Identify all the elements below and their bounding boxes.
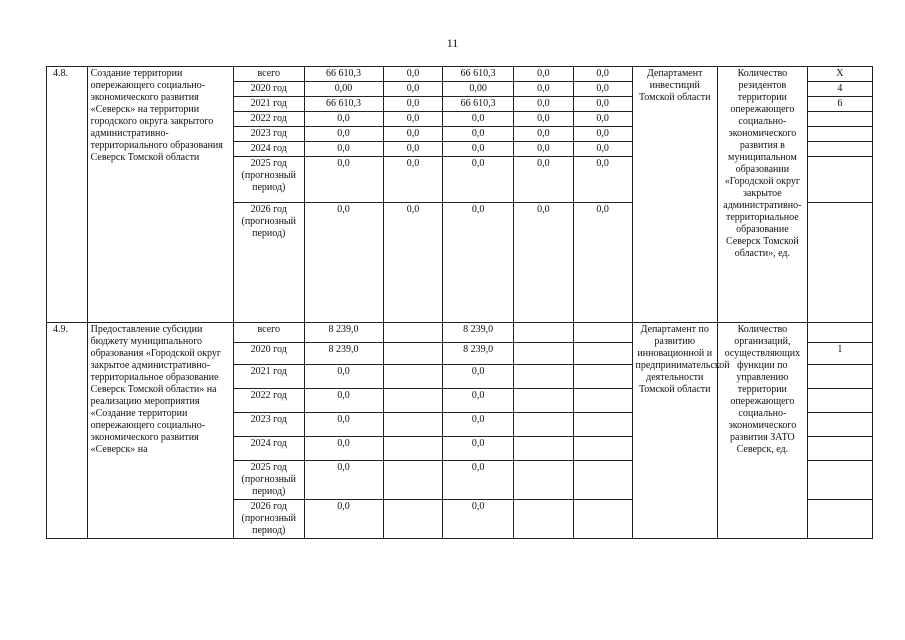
amount-other (573, 323, 632, 343)
indicator-value (807, 389, 872, 413)
amount-federal (383, 413, 443, 437)
amount-local: 0,0 (513, 97, 573, 112)
amount-total: 0,0 (304, 127, 383, 142)
amount-regional: 0,0 (443, 112, 514, 127)
table-row (47, 323, 873, 343)
amount-regional: 0,0 (443, 500, 514, 539)
indicator-value (807, 365, 872, 389)
indicator-value (807, 203, 872, 323)
amount-other (573, 413, 632, 437)
amount-regional: 0,0 (443, 389, 514, 413)
indicator-name: Количество организаций, осуществляющих функции по управлению территории опережающего социально-экономического развития ЗАТО Северск, ед. (717, 323, 807, 539)
amount-regional: 0,0 (443, 127, 514, 142)
year-label: 2023 год (233, 127, 304, 142)
amount-local (513, 500, 573, 539)
indicator-value (807, 157, 872, 203)
item-name: Предоставление субсидии бюджету муниципального образования «Городской округ закрытое административно-территориальное образование Северск Томской области» на реализацию мероприятия «Создание территории опережающего социально-экономического развития «Северск» на (87, 323, 233, 539)
year-label: 2026 год (прогнозный период) (233, 500, 304, 539)
indicator-value (807, 413, 872, 437)
amount-regional: 0,0 (443, 413, 514, 437)
amount-other: 0,0 (573, 97, 632, 112)
amount-local: 0,0 (513, 112, 573, 127)
amount-federal (383, 343, 443, 365)
amount-federal (383, 323, 443, 343)
amount-other: 0,0 (573, 203, 632, 323)
indicator-value (807, 323, 872, 343)
amount-total: 66 610,3 (304, 97, 383, 112)
amount-other: 0,0 (573, 67, 632, 82)
year-label: 2021 год (233, 365, 304, 389)
year-label: 2020 год (233, 82, 304, 97)
indicator-value (807, 500, 872, 539)
amount-regional: 0,0 (443, 157, 514, 203)
amount-local (513, 461, 573, 500)
amount-other: 0,0 (573, 112, 632, 127)
amount-other: 0,0 (573, 127, 632, 142)
indicator-value (807, 461, 872, 500)
amount-regional: 8 239,0 (443, 323, 514, 343)
amount-total: 0,0 (304, 365, 383, 389)
indicator-value (807, 112, 872, 127)
year-label: 2025 год (прогнозный период) (233, 461, 304, 500)
amount-regional: 0,0 (443, 365, 514, 389)
amount-regional: 0,0 (443, 203, 514, 323)
amount-local (513, 323, 573, 343)
year-label: 2023 год (233, 413, 304, 437)
year-label: всего (233, 323, 304, 343)
amount-other (573, 343, 632, 365)
amount-regional: 66 610,3 (443, 97, 514, 112)
amount-regional: 0,0 (443, 142, 514, 157)
amount-federal: 0,0 (383, 142, 443, 157)
year-label: 2022 год (233, 112, 304, 127)
amount-local: 0,0 (513, 67, 573, 82)
amount-local (513, 343, 573, 365)
year-label: 2020 год (233, 343, 304, 365)
program-table (46, 66, 873, 539)
amount-total: 0,0 (304, 157, 383, 203)
amount-regional: 0,0 (443, 461, 514, 500)
year-label: 2024 год (233, 142, 304, 157)
indicator-name: Количество резидентов территории опережающего социально-экономического развития в муниципальном образовании «Городской округ закрытое административно-территориальное образование Северск Томской области», ед. (717, 67, 807, 323)
amount-local: 0,0 (513, 142, 573, 157)
item-number: 4.9. (47, 323, 88, 539)
amount-other (573, 389, 632, 413)
year-label: 2021 год (233, 97, 304, 112)
indicator-value (807, 142, 872, 157)
year-label: 2022 год (233, 389, 304, 413)
indicator-value: 1 (807, 343, 872, 365)
amount-total: 0,0 (304, 112, 383, 127)
amount-local (513, 413, 573, 437)
program-table-wrapper (46, 66, 873, 539)
amount-local (513, 365, 573, 389)
item-name: Создание территории опережающего социально-экономического развития «Северск» на территории городского округа закрытого административно-территориального образования Северск Томской области (87, 67, 233, 323)
amount-total: 66 610,3 (304, 67, 383, 82)
year-label: всего (233, 67, 304, 82)
amount-federal: 0,0 (383, 82, 443, 97)
amount-federal: 0,0 (383, 203, 443, 323)
item-number: 4.8. (47, 67, 88, 323)
amount-federal (383, 437, 443, 461)
responsible-department: Департамент по развитию инновационной и предпринимательской деятельности Томской области (632, 323, 717, 539)
amount-total: 0,0 (304, 500, 383, 539)
amount-federal: 0,0 (383, 157, 443, 203)
amount-total: 0,0 (304, 389, 383, 413)
amount-local (513, 437, 573, 461)
amount-total: 0,0 (304, 203, 383, 323)
amount-other (573, 365, 632, 389)
amount-other (573, 437, 632, 461)
indicator-value: Х (807, 67, 872, 82)
amount-other: 0,0 (573, 142, 632, 157)
indicator-value: 6 (807, 97, 872, 112)
amount-total: 0,0 (304, 142, 383, 157)
amount-other: 0,0 (573, 157, 632, 203)
indicator-value: 4 (807, 82, 872, 97)
amount-federal: 0,0 (383, 97, 443, 112)
amount-local (513, 389, 573, 413)
program-table-body (47, 67, 873, 539)
year-label: 2025 год (прогнозный период) (233, 157, 304, 203)
amount-local: 0,0 (513, 82, 573, 97)
amount-other (573, 461, 632, 500)
amount-local: 0,0 (513, 203, 573, 323)
indicator-value (807, 437, 872, 461)
amount-total: 0,0 (304, 437, 383, 461)
year-label: 2026 год (прогнозный период) (233, 203, 304, 323)
page-number: 11 (446, 36, 459, 50)
amount-total: 8 239,0 (304, 343, 383, 365)
amount-other: 0,0 (573, 82, 632, 97)
amount-federal: 0,0 (383, 127, 443, 142)
amount-regional: 0,0 (443, 437, 514, 461)
amount-federal (383, 365, 443, 389)
amount-regional: 66 610,3 (443, 67, 514, 82)
table-row (47, 67, 873, 82)
year-label: 2024 год (233, 437, 304, 461)
amount-federal: 0,0 (383, 67, 443, 82)
amount-total: 0,0 (304, 461, 383, 500)
amount-total: 0,00 (304, 82, 383, 97)
amount-regional: 8 239,0 (443, 343, 514, 365)
amount-federal: 0,0 (383, 112, 443, 127)
amount-local: 0,0 (513, 127, 573, 142)
amount-federal (383, 389, 443, 413)
amount-federal (383, 500, 443, 539)
amount-federal (383, 461, 443, 500)
amount-total: 0,0 (304, 413, 383, 437)
amount-regional: 0,00 (443, 82, 514, 97)
responsible-department: Департамент инвестиций Томской области (632, 67, 717, 323)
indicator-value (807, 127, 872, 142)
amount-other (573, 500, 632, 539)
amount-local: 0,0 (513, 157, 573, 203)
amount-total: 8 239,0 (304, 323, 383, 343)
